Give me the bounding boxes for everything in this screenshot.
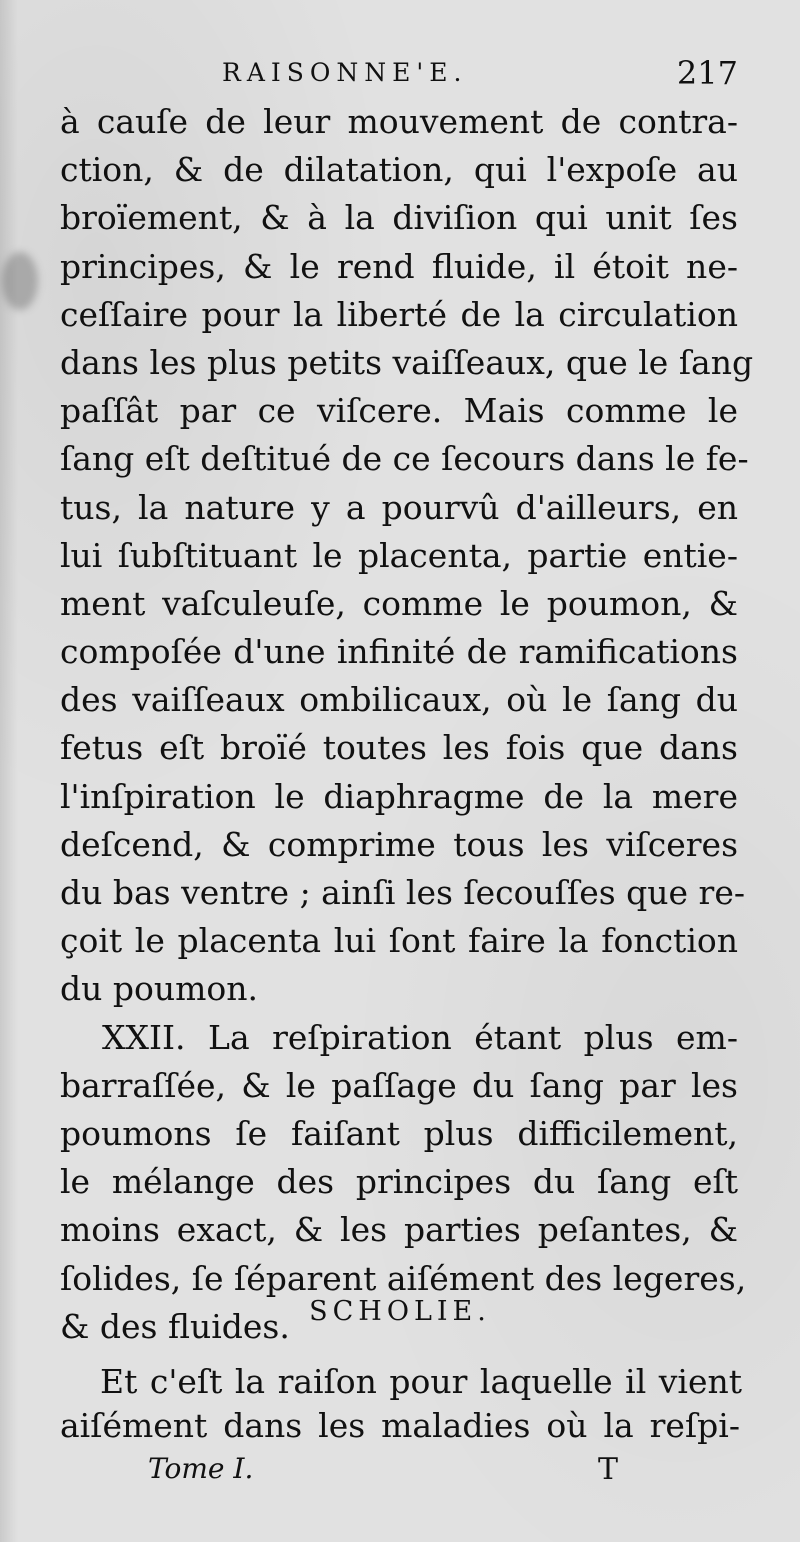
- running-head: RAISONNE'E.: [222, 58, 468, 87]
- text-line: Et c'eſt la raiſon pour laquelle il vient: [100, 1362, 742, 1401]
- paragraph-scholie-start: [100, 1358, 742, 1406]
- gathering-signature: T: [597, 1452, 618, 1487]
- text-line: le mélange des principes du ſang eſt: [60, 1162, 738, 1202]
- text-line: du poumon.: [60, 969, 259, 1009]
- text-line: ction, & de dilatation, qui l'expoſe au: [60, 150, 738, 190]
- text-line: XXII. La reſpiration étant plus em-: [102, 1017, 738, 1057]
- paragraph-scholie-cont: [60, 1402, 740, 1450]
- text-line: ſolides, ſe ſéparent aiſément des legeres,: [60, 1258, 747, 1298]
- text-line: lui ſubſtituant le placenta, partie entie-: [60, 535, 738, 575]
- text-line: deſcend, & comprime tous les viſceres: [60, 824, 738, 864]
- text-line: fetus eſt broïé toutes les fois que dans: [60, 728, 738, 768]
- text-line: aiſément dans les maladies où la reſpi-: [60, 1406, 740, 1445]
- text-line: à cauſe de leur mouvement de contra-: [60, 102, 738, 141]
- text-line: des vaiſſeaux ombilicaux, où le ſang du: [60, 680, 738, 720]
- text-line: ment vaſculeuſe, comme le poumon, &: [60, 583, 738, 623]
- text-line: çoit le placenta lui ſont faire la fonction: [60, 921, 738, 961]
- text-line: paſſât par ce viſcere. Mais comme le: [60, 391, 738, 431]
- text-line: du bas ventre ; ainſi les ſecouſſes que re-: [60, 873, 746, 912]
- text-line: barraſſée, & le paſſage du ſang par les: [60, 1065, 738, 1105]
- page-number: 217: [676, 54, 738, 92]
- page-header: [60, 54, 738, 98]
- section-heading: SCHOLIE.: [309, 1296, 491, 1327]
- text-line: principes, & le rend fluide, il étoit ne-: [60, 246, 738, 286]
- text-line: compoſée d'une infinité de ramifications: [60, 632, 738, 672]
- text-line: l'inſpiration le diaphragme de la mere: [60, 776, 738, 816]
- text-line: tus, la nature y a pourvû d'ailleurs, en: [60, 487, 738, 527]
- text-line: & des fluides.: [60, 1306, 290, 1346]
- text-line: dans les plus petits vaiſſeaux, que le ſang: [60, 342, 754, 382]
- paragraph-main: [60, 98, 754, 1351]
- text-line: ſang eſt deſtitué de ce ſecours dans le fe-: [60, 439, 749, 479]
- text-line: ceſſaire pour la liberté de la circulation: [60, 294, 738, 334]
- ink-smudge: [2, 252, 38, 310]
- page-footer: [148, 1452, 618, 1492]
- text-line: moins exact, & les parties peſantes, &: [60, 1210, 738, 1250]
- text-line: broïement, & à la diviſion qui unit ſes: [60, 198, 738, 238]
- volume-signature: Tome I.: [148, 1452, 254, 1485]
- text-line: poumons ſe faiſant plus difficilement,: [60, 1113, 738, 1153]
